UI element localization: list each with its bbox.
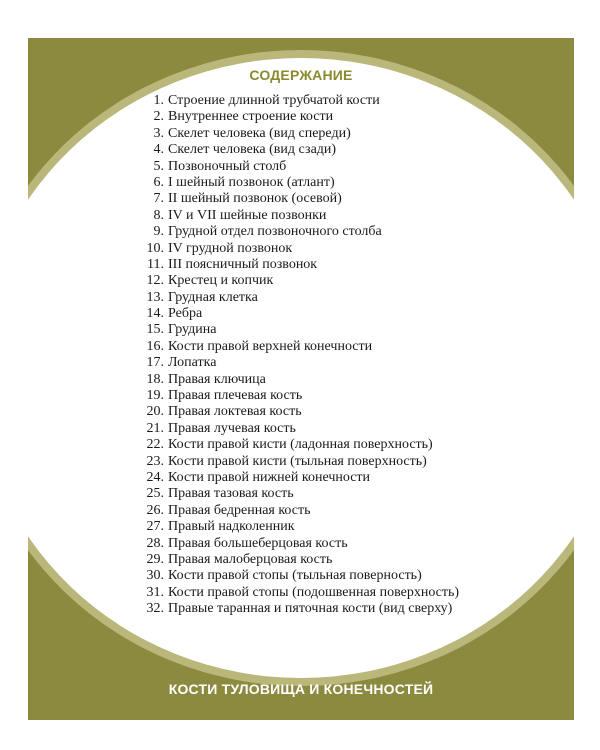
toc-item-title: Правая бедренная кость [168, 502, 311, 518]
toc-item[interactable] [134, 601, 459, 617]
toc-item-number: 29. [146, 551, 164, 567]
toc-item[interactable] [134, 290, 459, 306]
toc-item-number: 24. [146, 469, 164, 485]
toc-item-number: 5. [153, 158, 164, 174]
toc-item-number: 3. [153, 125, 164, 141]
toc-item[interactable] [134, 142, 459, 158]
toc-item-number: 7. [153, 191, 164, 207]
toc-item-number: 23. [146, 453, 164, 469]
toc-item-title: Правая ключица [168, 371, 266, 387]
toc-item-title: Крестец и копчик [168, 273, 274, 289]
toc-item[interactable] [134, 552, 459, 568]
toc-item[interactable] [134, 224, 459, 240]
toc-item-title: Кости правой кисти (тыльная поверхность) [168, 453, 427, 469]
toc-item-number: 26. [146, 502, 164, 518]
toc-item[interactable] [134, 388, 459, 404]
toc-item-title: Скелет человека (вид спереди) [168, 125, 351, 141]
toc-item-title: Кости правой нижней конечности [168, 469, 371, 485]
toc-item-number: 11. [147, 256, 164, 272]
toc-item-title: Правая тазовая кость [168, 486, 294, 502]
toc-item-title: Правая локтевая кость [168, 404, 302, 420]
toc-item-number: 10. [146, 240, 164, 256]
toc-item-title: Позвоночный столб [168, 158, 287, 174]
toc-item[interactable] [134, 503, 459, 519]
toc-item-title: Кости правой стопы (подошвенная поверхность) [168, 584, 460, 600]
toc-item-title: Кости правой верхней конечности [168, 338, 373, 354]
toc-item-number: 22. [146, 437, 164, 453]
toc-item-number: 27. [146, 519, 164, 535]
toc-item-title: Правая плечевая кость [168, 388, 303, 404]
toc-item-title: II шейный позвонок (осевой) [168, 191, 342, 207]
toc-item-title: Скелет человека (вид сзади) [168, 142, 337, 158]
toc-item[interactable] [134, 470, 459, 486]
toc-item[interactable] [134, 437, 459, 453]
toc-item-number: 17. [146, 355, 164, 371]
toc-item-title: Внутреннее строение кости [168, 109, 334, 125]
toc-item-number: 1. [153, 93, 164, 108]
toc-item-title: IV и VII шейные позвонки [168, 207, 327, 223]
footer-title: КОСТИ ТУЛОВИЩА И КОНЕЧНОСТЕЙ [168, 681, 434, 697]
toc-item[interactable] [134, 241, 459, 257]
toc-item-number: 18. [146, 371, 164, 387]
toc-item-number: 32. [146, 601, 164, 617]
page-title: СОДЕРЖАНИЕ [249, 67, 353, 83]
toc-item-number: 4. [153, 142, 164, 158]
toc-item-title: Строение длинной трубчатой кости [168, 93, 380, 108]
toc-item-title: Правая большеберцовая кость [168, 535, 348, 551]
toc-item[interactable] [134, 568, 459, 584]
toc-item-title: Ребра [168, 306, 203, 322]
toc-item-number: 21. [146, 420, 164, 436]
toc-item[interactable] [134, 486, 459, 502]
toc-item-number: 28. [146, 535, 164, 551]
toc-item[interactable] [134, 404, 459, 420]
toc-item[interactable] [134, 421, 459, 437]
toc-item-number: 16. [146, 338, 164, 354]
toc-item-title: III поясничный позвонок [168, 256, 318, 272]
toc-item-number: 8. [153, 207, 164, 223]
toc-item[interactable] [134, 339, 459, 355]
toc-item-number: 31. [146, 584, 164, 600]
toc-item[interactable] [134, 372, 459, 388]
toc-item[interactable] [134, 585, 459, 601]
toc-item-number: 2. [153, 109, 164, 125]
toc-item-title: Правая лучевая кость [168, 420, 296, 436]
toc-item-number: 19. [146, 388, 164, 404]
toc-item[interactable] [134, 93, 459, 109]
toc-item-title: IV грудной позвонок [168, 240, 293, 256]
toc-item[interactable] [134, 191, 459, 207]
toc-item[interactable] [134, 322, 459, 338]
toc-item-number: 12. [146, 273, 164, 289]
toc-item-title: Правый надколенник [168, 519, 295, 535]
toc-item[interactable] [134, 454, 459, 470]
toc-item-number: 9. [153, 224, 164, 240]
toc-item[interactable] [134, 355, 459, 371]
toc-item[interactable] [134, 273, 459, 289]
toc-item[interactable] [134, 126, 459, 142]
toc-item[interactable] [134, 257, 459, 273]
toc-item-number: 30. [146, 568, 164, 584]
toc-item[interactable] [134, 519, 459, 535]
toc-item-number: 14. [146, 306, 164, 322]
toc-item-title: Правые таранная и пяточная кости (вид сверху) [168, 601, 453, 617]
toc-item-title: Правая малоберцовая кость [168, 551, 333, 567]
toc-item[interactable] [134, 159, 459, 175]
toc-item-number: 15. [146, 322, 164, 338]
toc-item-title: Грудная клетка [168, 289, 258, 305]
toc-item-title: I шейный позвонок (атлант) [168, 174, 335, 190]
toc-item[interactable] [134, 109, 459, 125]
toc-item-number: 25. [146, 486, 164, 502]
toc-item-title: Грудина [168, 322, 217, 338]
toc-item-number: 20. [146, 404, 164, 420]
toc-item[interactable] [134, 208, 459, 224]
toc-item-title: Кости правой кисти (ладонная поверхность) [168, 437, 433, 453]
toc-item[interactable] [134, 175, 459, 191]
table-of-contents [134, 93, 459, 618]
toc-item-number: 13. [146, 289, 164, 305]
toc-item[interactable] [134, 306, 459, 322]
toc-item[interactable] [134, 536, 459, 552]
toc-item-title: Лопатка [168, 355, 217, 371]
toc-item-title: Грудной отдел позвоночного столба [168, 224, 382, 240]
toc-item-title: Кости правой стопы (тыльная поверность) [168, 568, 422, 584]
toc-item-number: 6. [153, 174, 164, 190]
